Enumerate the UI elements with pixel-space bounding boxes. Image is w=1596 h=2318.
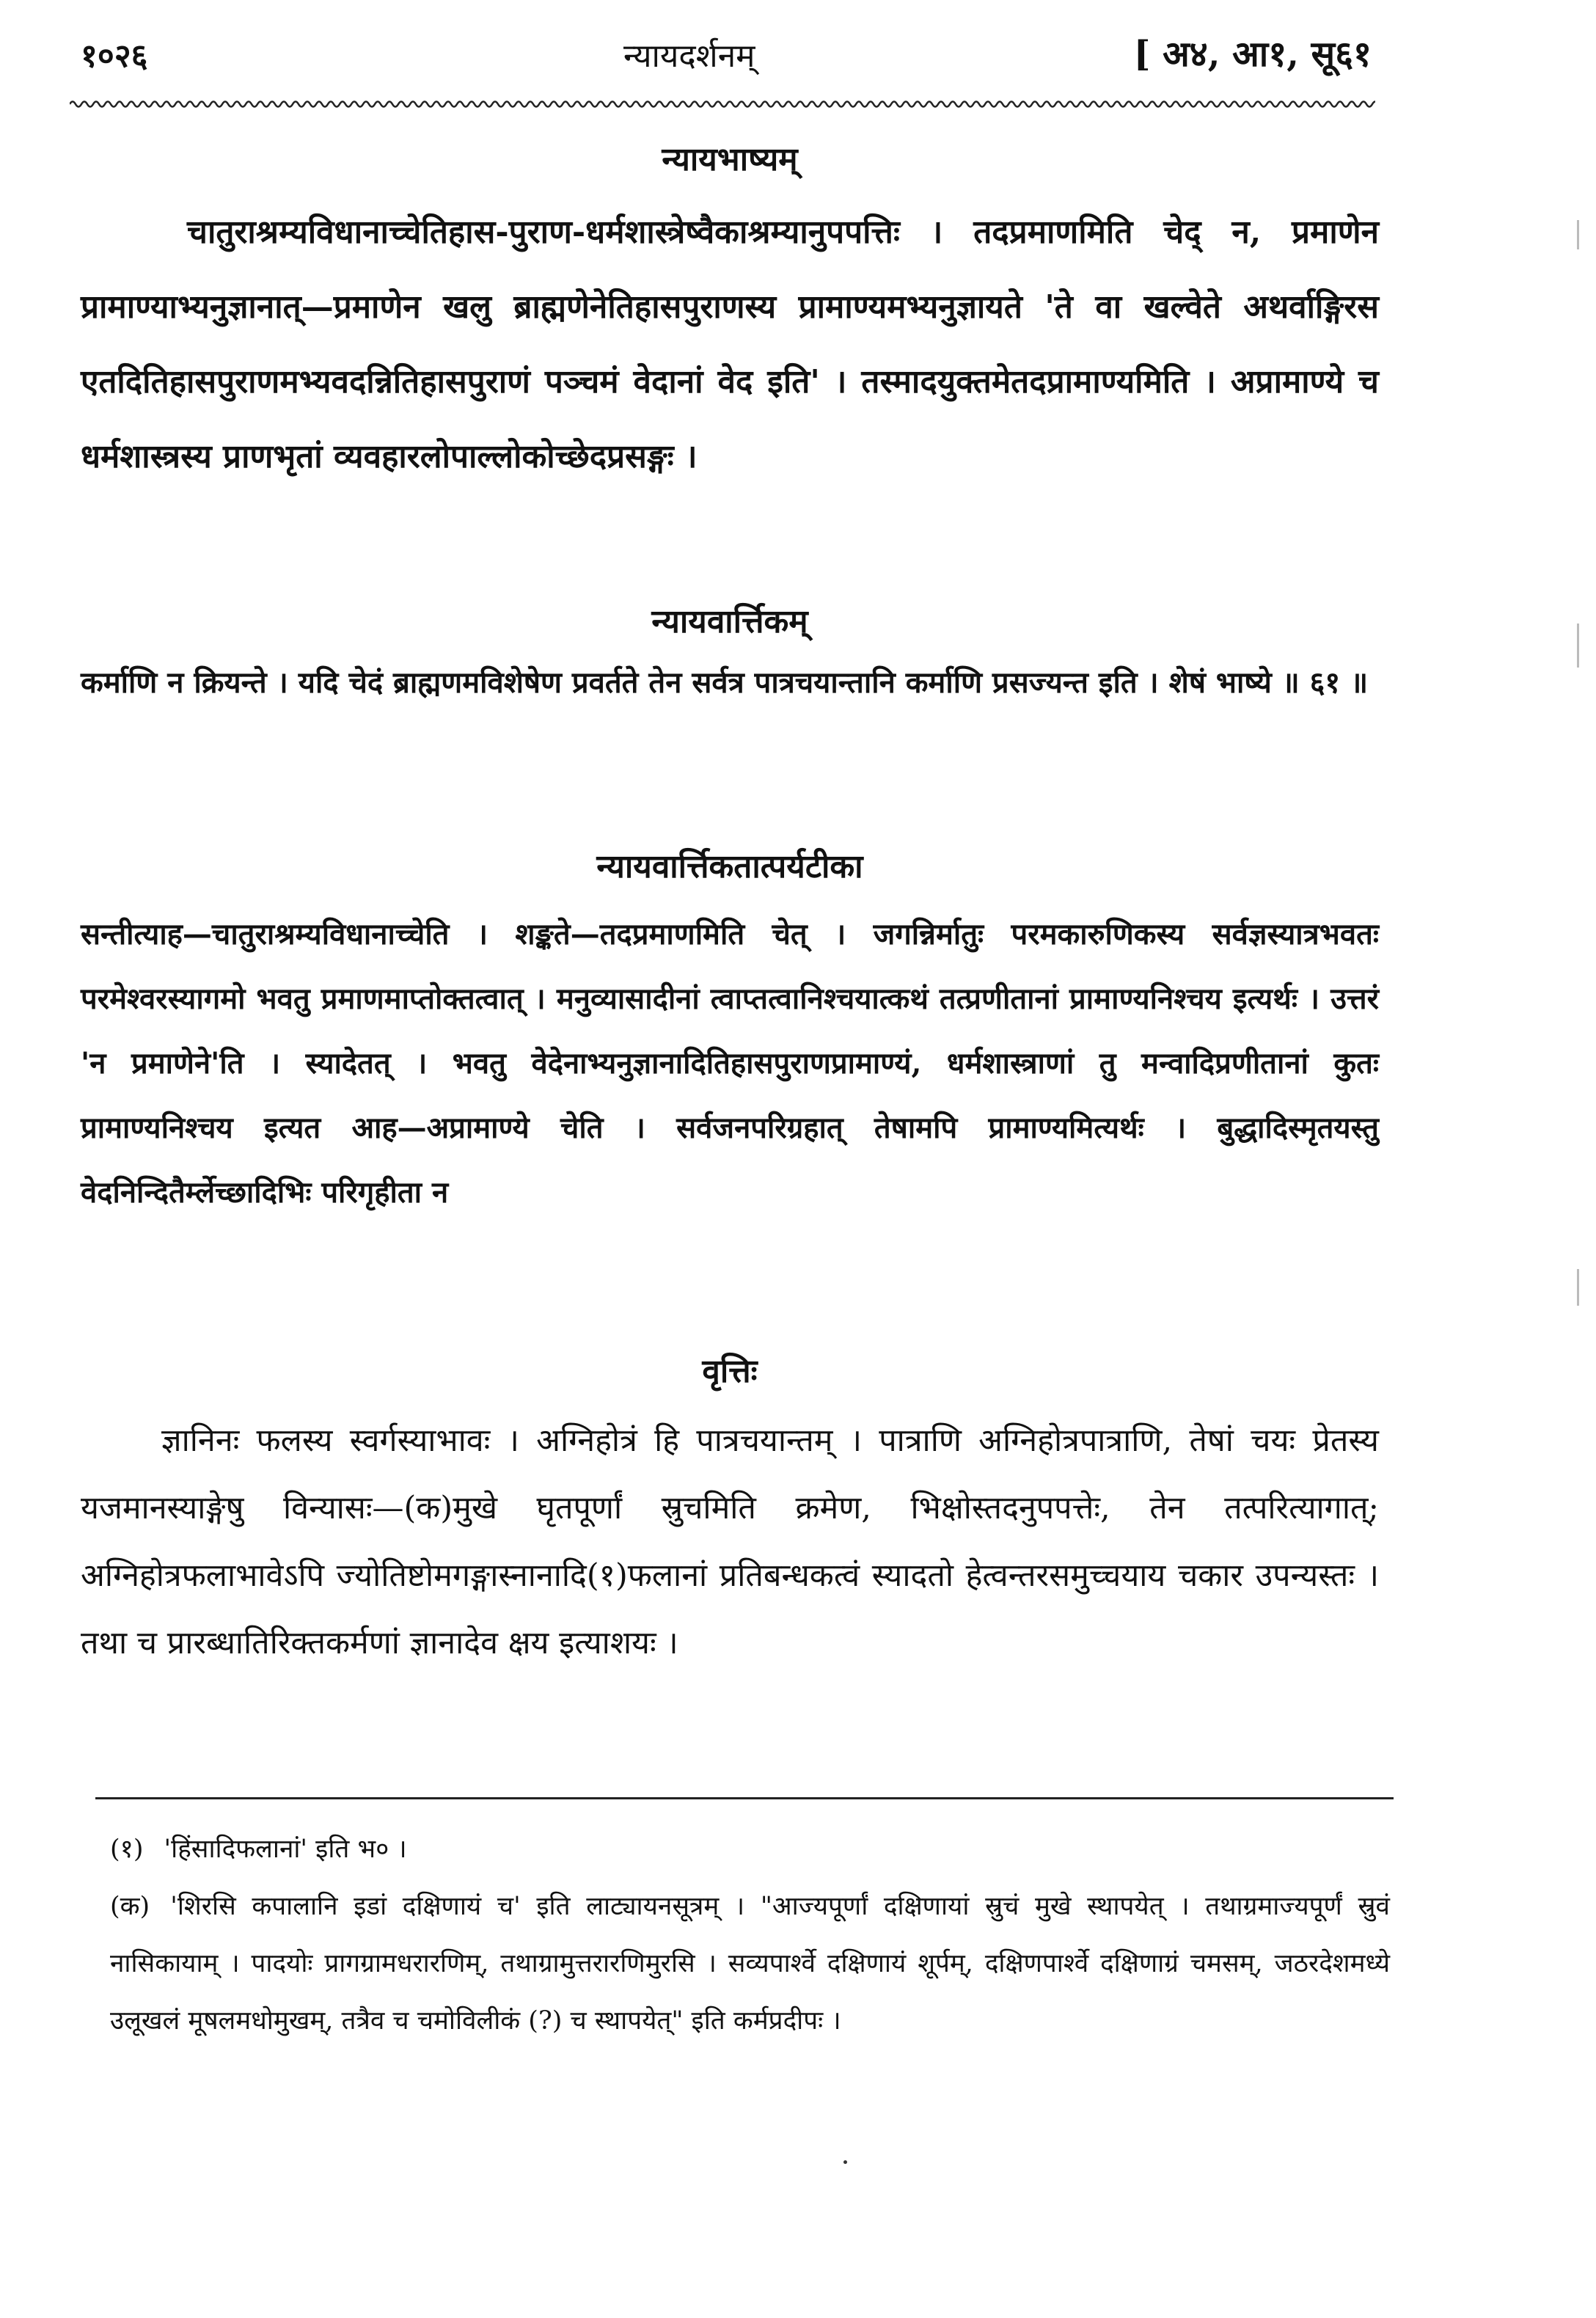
section-heading-bhashya: न्यायभाष्यम् (662, 141, 798, 178)
bhashya-text: चातुराश्रम्यविधानाच्चेतिहास-पुराण-धर्मशास्त्रेष्वैकाश्रम्यानुपपत्तिः । तदप्रमाणमिति चेद् न, प्रमाणेन प्रामाण्याभ्यनुज्ञानात्—प्रमाणेन खलु ब्राह्मणेनेतिहासपुराणस्य प्रामाण्यमभ्यनुज्ञायते 'ते वा खल्वेते अथर्वाङ्गिरस एतदितिहासपुराणमभ्यवदन्नितिहासपुराणं पञ्चमं वेदानां वेद इति' । तस्मादयुक्तमेतदप्रामाण्यमिति । अप्रामाण्ये च धर्मशास्त्रस्य प्राणभृतां व्यवहारलोपाल्लोकोच्छेदप्रसङ्गः । (81, 213, 1379, 475)
vrtti-section (81, 1350, 1379, 1394)
speck (843, 2160, 847, 2164)
header-wavy-rule (70, 97, 1375, 111)
running-header (81, 29, 1372, 81)
varttika-text: कर्माणि न क्रियन्ते । यदि चेदं ब्राह्मणमविशेषेण प्रवर्तते तेन सर्वत्र पात्रचयान्तानि कर्माणि प्रसज्यन्त इति । शेषं भाष्ये ॥ ६१ ॥ (81, 665, 1369, 700)
varttika-section (81, 600, 1379, 714)
tika-section (81, 845, 1379, 1225)
footnote-text: 'शिरसि कपालानि इडां दक्षिणायं च' इति लाट्यायनसूत्रम् । "आज्यपूर्णां दक्षिणायां स्रुचं मुखे स्थापयेत् । तथाग्रमाज्यपूर्णं स्रुवं नासिकायाम् । पादयोः प्रागग्रामधरारणिम्, तथाग्रामुत्तरारणिमुरसि । सव्यपार्श्वे दक्षिणायं शूर्पम्, दक्षिणपार्श्वे दक्षिणाग्रं चमसम्, जठरदेशमध्ये उलूखलं मूषलमधोमुखम्, तत्रैव च चमोविलीकं (?) च स्थापयेत्" इति कर्मप्रदीपः । (110, 1892, 1390, 2036)
footnote-text: 'हिंसादिफलानां' इति भ० । (164, 1835, 407, 1864)
footnote-separator (95, 1797, 1394, 1799)
vrtti-text: ज्ञानिनः फलस्य स्वर्गस्याभावः । अग्निहोत्रं हि पात्रचयान्तम् । पात्राणि अग्निहोत्रपात्राणि, तेषां चयः प्रेतस्य यजमानस्याङ्गेषु विन्यासः—(क)मुखे घृतपूर्णां स्रुचमिति क्रमेण, भिक्षोस्तदनुपपत्तेः, तेन तत्परित्यागात्; अग्निहोत्रफलाभावेऽपि ज्योतिष्टोमगङ्गास्नानादि(१)फलानां प्रतिबन्धकत्वं स्यादतो हेत्वन्तरसमुच्चयाय चकार उपन्यस्तः । तथा च प्रारब्धातिरिक्तकर्मणां ज्ञानादेव क्षय इत्याशयः । (81, 1422, 1379, 1661)
footnote-ka (110, 1878, 1390, 2050)
running-title: न्यायदर्शनम् (623, 37, 755, 75)
footnote-1 (110, 1821, 1390, 1878)
section-heading-varttika: न्यायवार्त्तिकम् (651, 603, 808, 640)
vrtti-body (81, 1407, 1379, 1677)
scan-edge-mark (1577, 624, 1579, 668)
page-number: १०२६ (81, 37, 148, 75)
bhashya-section (81, 138, 1379, 494)
chapter-reference: [ अ४, आ१, सू६१ (1133, 34, 1372, 75)
scan-edge-mark (1577, 1269, 1579, 1306)
section-heading-tika: न्यायवार्त्तिकतात्पर्यटीका (596, 848, 863, 885)
tika-text: सन्तीत्याह—चातुराश्रम्यविधानाच्चेति । शङ्कते—तदप्रमाणमिति चेत् । जगन्निर्मातुः परमकारुणिकस्य सर्वज्ञस्यात्रभवतः परमेश्वरस्यागमो भवतु प्रमाणमाप्तोक्तत्वात् । मनुव्यासादीनां त्वाप्तत्वानिश्चयात्कथं तत्प्रणीतानां प्रामाण्यनिश्चय इत्यर्थः । उत्तरं 'न प्रमाणेने'ति । स्यादेतत् । भवतु वेदेनाभ्यनुज्ञानादितिहासपुराणप्रामाण्यं, धर्मशास्त्राणां तु मन्वादिप्रणीतानां कुतः प्रामाण्यनिश्चय इत्यत आह—अप्रामाण्ये चेति । सर्वजनपरिग्रहात् तेषामपि प्रामाण्यमित्यर्थः । बुद्धादिस्मृतयस्तु वेदनिन्दितैर्म्लेच्छादिभिः परिगृहीता न (81, 917, 1379, 1210)
scan-edge-mark (1577, 220, 1579, 249)
footnote-mark: (१) (110, 1835, 144, 1864)
footnote-mark: (क) (110, 1892, 150, 1921)
section-heading-vrtti: वृत्तिः (702, 1353, 758, 1390)
